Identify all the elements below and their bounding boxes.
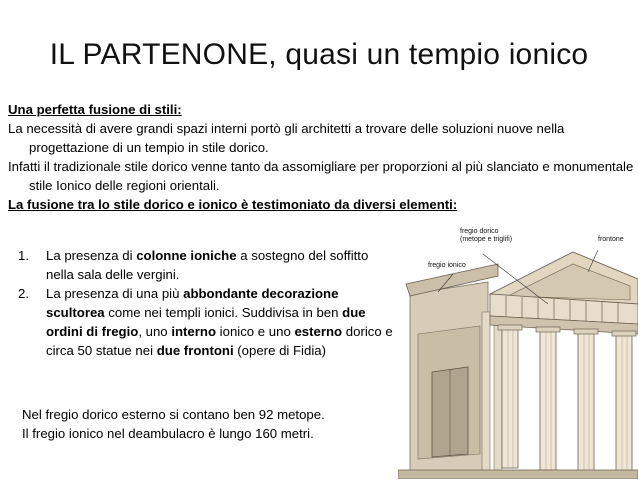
note-ionic-frieze: Il fregio ionico nel deambulacro è lungo 160 metri. (22, 426, 314, 441)
note-metopes: Nel fregio dorico esterno si contano ben 92 metope. (22, 407, 325, 422)
list-item: 1. La presenza di colonne ioniche a sostegno del soffitto nella sala delle vergini. (18, 248, 369, 282)
label-pediment: frontone (598, 236, 624, 243)
label-ionic-frieze: fregio ionico (428, 262, 466, 269)
notes (22, 405, 325, 443)
intro-paragraph-2: Infatti il tradizionale stile dorico venne tanto da assomigliare per proporzioni al più slanciato e monumentale stile Ionico delle regioni orientali. (8, 159, 634, 193)
slide-title: IL PARTENONE, quasi un tempio ionico (49, 38, 589, 71)
evidence-list (18, 246, 398, 360)
intro-heading: Una perfetta fusione di stili: (8, 102, 182, 117)
list-number: 2. (18, 286, 29, 301)
intro-paragraph-1: La necessità di avere grandi spazi interni portò gli architetti a trovare delle soluzioni nuove nella progettazione di un tempio in stile dorico. (8, 121, 565, 155)
intro-summary: La fusione tra lo stile dorico e ionico è testimoniato da diversi elementi: (8, 197, 458, 212)
list-number: 1. (18, 248, 29, 263)
intro-section (8, 100, 634, 214)
parthenon-illustration (398, 224, 638, 479)
list-item: 2. La presenza di una più abbondante decorazione scultorea come nei templi ionici. Suddivisa in ben due ordini di fregio, uno interno ionico e uno esterno dorico e circa 50 statue nei due frontoni (opere di Fidia) (18, 286, 393, 358)
label-doric-frieze: fregio dorico (metope e triglifi) (460, 228, 513, 243)
